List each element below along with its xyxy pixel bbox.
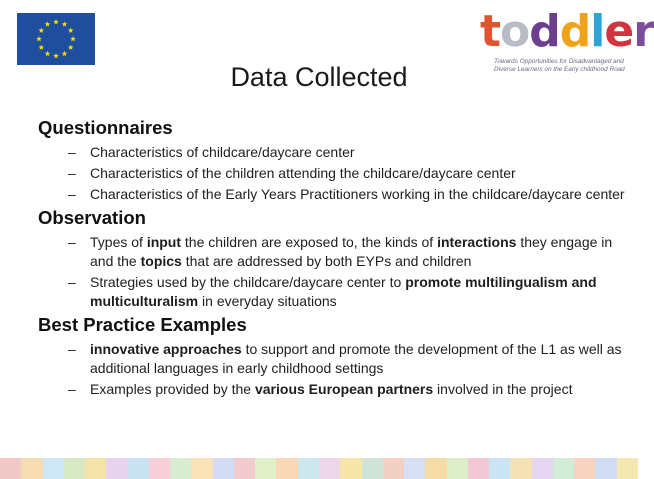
footer-swatch xyxy=(617,458,638,479)
item-text: the children are exposed to, the kinds of xyxy=(181,234,438,250)
emphasis-text: innovative approaches xyxy=(90,341,242,357)
bullet-list xyxy=(38,143,628,204)
emphasis-text: various European partners xyxy=(254,381,434,397)
footer-swatch xyxy=(340,458,361,479)
list-item xyxy=(38,233,628,271)
slide-content xyxy=(38,117,628,401)
bullet-dash: – xyxy=(68,186,76,202)
footer-swatch xyxy=(510,458,531,479)
logo-tagline-line-2: Diverse Learners on the Early childhood Road xyxy=(494,66,625,73)
item-text: to support and promote the development of the L1 as well as additional languages in early childhood settings xyxy=(90,341,622,376)
footer-swatch xyxy=(255,458,276,479)
item-text: Characteristics of childcare/daycare center xyxy=(90,144,355,160)
logo-wordmark xyxy=(480,6,654,58)
footer-swatch xyxy=(64,458,85,479)
list-item xyxy=(38,143,628,162)
bullet-list xyxy=(38,233,628,311)
list-item xyxy=(38,185,628,204)
footer-swatch xyxy=(447,458,468,479)
bullet-dash: – xyxy=(68,381,76,397)
footer-swatch xyxy=(404,458,425,479)
footer-swatch xyxy=(383,458,404,479)
slide-title: Data Collected xyxy=(230,62,408,92)
footer-swatch xyxy=(234,458,255,479)
logo-letter: t xyxy=(480,6,501,57)
footer-swatch xyxy=(128,458,149,479)
footer-swatch xyxy=(553,458,574,479)
footer-swatch xyxy=(468,458,489,479)
logo-letter: e xyxy=(604,6,634,57)
section-heading: Observation xyxy=(38,207,146,228)
list-item xyxy=(38,340,628,378)
list-item xyxy=(38,164,628,183)
footer-swatch xyxy=(595,458,616,479)
emphasis-text: promote multilingualism and multiculturalism xyxy=(90,274,597,309)
item-text: they engage in and the xyxy=(90,234,613,269)
footer-swatch xyxy=(319,458,340,479)
item-text: Types of xyxy=(90,234,147,250)
footer-swatch xyxy=(362,458,383,479)
footer-swatch xyxy=(574,458,595,479)
item-text: Strategies used by the childcare/daycare center to xyxy=(90,274,406,290)
bullet-dash: – xyxy=(68,165,76,181)
bullet-list xyxy=(38,340,628,399)
eu-flag-icon xyxy=(17,13,95,65)
emphasis-text: input xyxy=(146,234,182,250)
item-text: that are addressed by both EYPs and children xyxy=(181,253,472,269)
emphasis-text: interactions xyxy=(437,234,517,250)
footer-swatch xyxy=(106,458,127,479)
list-item xyxy=(38,273,628,311)
footer-swatch xyxy=(191,458,212,479)
footer-swatch xyxy=(213,458,234,479)
footer-color-strip xyxy=(0,458,638,479)
footer-swatch xyxy=(425,458,446,479)
footer-swatch xyxy=(85,458,106,479)
footer-swatch xyxy=(276,458,297,479)
footer-swatch xyxy=(149,458,170,479)
footer-swatch xyxy=(170,458,191,479)
logo-letter: l xyxy=(590,6,605,57)
item-text: in everyday situations xyxy=(198,293,337,309)
logo-letter: d xyxy=(529,6,560,57)
section-heading: Questionnaires xyxy=(38,117,173,138)
bullet-dash: – xyxy=(68,234,76,250)
item-text: Examples provided by the xyxy=(90,381,255,397)
footer-swatch xyxy=(21,458,42,479)
logo-letter: r xyxy=(633,6,654,57)
item-text: involved in the project xyxy=(433,381,573,397)
footer-swatch xyxy=(0,458,21,479)
logo-letter: o xyxy=(500,6,530,57)
footer-swatch xyxy=(43,458,64,479)
emphasis-text: topics xyxy=(140,253,182,269)
logo-letter: d xyxy=(559,6,591,57)
footer-swatch xyxy=(489,458,510,479)
item-text: Characteristics of the Early Years Practitioners working in the childcare/daycare center xyxy=(90,186,625,202)
section-heading: Best Practice Examples xyxy=(38,314,247,335)
list-item xyxy=(38,380,628,399)
bullet-dash: – xyxy=(68,274,76,290)
bullet-dash: – xyxy=(68,144,76,160)
logo-tagline-line-1: Towards Opportunities for Disadvantaged and xyxy=(494,58,624,65)
bullet-dash: – xyxy=(68,341,76,357)
eu-stars-icon xyxy=(17,13,95,65)
item-text: Characteristics of the children attending the childcare/daycare center xyxy=(90,165,516,181)
footer-swatch xyxy=(532,458,553,479)
footer-swatch xyxy=(298,458,319,479)
